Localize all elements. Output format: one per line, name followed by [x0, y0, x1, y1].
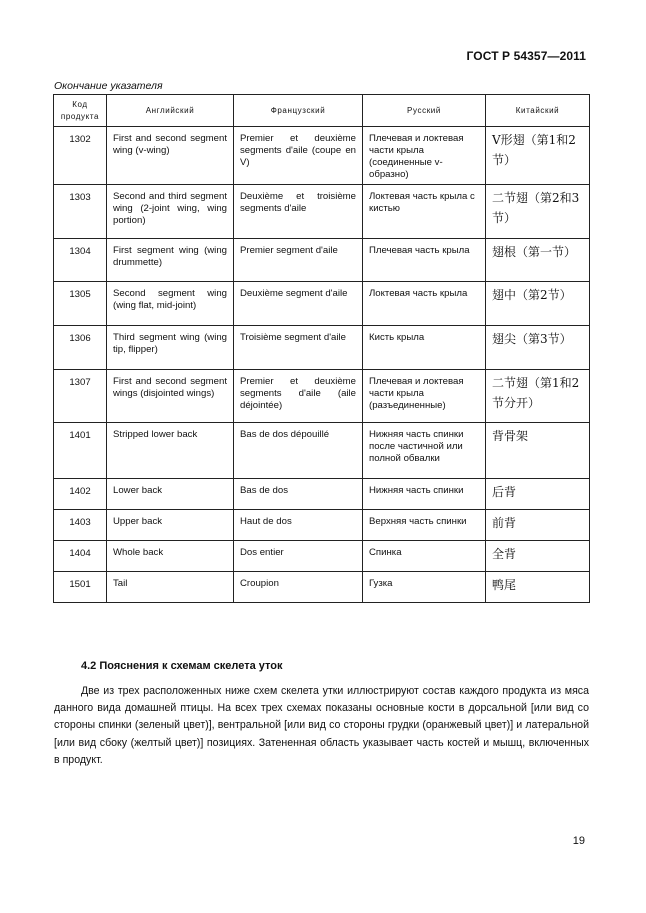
header-french: Французский	[234, 95, 363, 127]
cell-french: Premier segment d'aile	[234, 239, 363, 282]
table-row	[54, 326, 590, 370]
table-caption: Окончание указателя	[54, 80, 163, 92]
table-header-row	[54, 95, 590, 127]
cell-french: Haut de dos	[234, 510, 363, 541]
cell-english: Second segment wing (wing flat, mid-joint)	[107, 282, 234, 326]
cell-chinese: 后背	[486, 479, 590, 510]
cell-chinese: 翅根（第一节）	[486, 239, 590, 282]
table-row	[54, 510, 590, 541]
document-code: ГОСТ Р 54357—2011	[466, 49, 586, 63]
cell-russian: Нижняя часть спинки после частичной или полной обвалки	[363, 423, 486, 479]
cell-chinese: 前背	[486, 510, 590, 541]
cell-code: 1501	[54, 572, 107, 603]
cell-russian: Нижняя часть спинки	[363, 479, 486, 510]
cell-english: Whole back	[107, 541, 234, 572]
section-body: Две из трех расположенных ниже схем скелета утки иллюстрируют состав каждого продукта из мяса данного вида домашней птицы. На всех трех схемах показаны основные кости в дорсальной [или вид со стороны спинки (зеленый цвет)], вентральной [или вид со стороны грудки (оранжевый цвет)] и латеральной [или вид сбоку (желтый цвет)] позициях. Затененная область указывает часть костей и мышц, включенных в продукт.	[54, 685, 589, 766]
cell-english: Second and third segment wing (2-joint wing, wing portion)	[107, 185, 234, 239]
cell-french: Croupion	[234, 572, 363, 603]
cell-code: 1401	[54, 423, 107, 479]
cell-code: 1403	[54, 510, 107, 541]
cell-chinese: 全背	[486, 541, 590, 572]
table-row	[54, 239, 590, 282]
cell-code: 1302	[54, 127, 107, 185]
cell-code: 1304	[54, 239, 107, 282]
cell-russian: Плечевая часть крыла	[363, 239, 486, 282]
section-title: 4.2 Пояснения к схемам скелета уток	[81, 660, 283, 672]
cell-russian: Спинка	[363, 541, 486, 572]
cell-code: 1307	[54, 370, 107, 423]
cell-french: Troisième segment d'aile	[234, 326, 363, 370]
table-row	[54, 370, 590, 423]
table-row	[54, 127, 590, 185]
cell-french: Dos entier	[234, 541, 363, 572]
cell-russian: Верхняя часть спинки	[363, 510, 486, 541]
cell-english: First and second segment wings (disjointed wings)	[107, 370, 234, 423]
cell-code: 1303	[54, 185, 107, 239]
cell-french: Premier et deuxième segments d'aile (aile déjointée)	[234, 370, 363, 423]
header-english: Английский	[107, 95, 234, 127]
table-row	[54, 282, 590, 326]
cell-russian: Плечевая и локтевая части крыла (разъединенные)	[363, 370, 486, 423]
cell-english: Stripped lower back	[107, 423, 234, 479]
product-index-table	[53, 94, 590, 603]
cell-french: Premier et deuxième segments d'aile (coupe en V)	[234, 127, 363, 185]
table-row	[54, 479, 590, 510]
cell-chinese: 鸭尾	[486, 572, 590, 603]
cell-french: Deuxième et troisième segments d'aile	[234, 185, 363, 239]
cell-english: First segment wing (wing drummette)	[107, 239, 234, 282]
cell-english: Third segment wing (wing tip, flipper)	[107, 326, 234, 370]
cell-english: Tail	[107, 572, 234, 603]
cell-code: 1404	[54, 541, 107, 572]
cell-chinese: 翅中（第2节）	[486, 282, 590, 326]
cell-code: 1305	[54, 282, 107, 326]
cell-chinese: 翅尖（第3节）	[486, 326, 590, 370]
cell-french: Deuxième segment d'aile	[234, 282, 363, 326]
header-chinese: Китайский	[486, 95, 590, 127]
table-row	[54, 541, 590, 572]
cell-russian: Локтевая часть крыла	[363, 282, 486, 326]
page-number: 19	[572, 835, 585, 847]
cell-russian: Плечевая и локтевая части крыла (соединенные v-образно)	[363, 127, 486, 185]
cell-russian: Локтевая часть крыла с кистью	[363, 185, 486, 239]
cell-english: Upper back	[107, 510, 234, 541]
table-row	[54, 572, 590, 603]
cell-chinese: V形翅（第1和2节）	[486, 127, 590, 185]
cell-russian: Кисть крыла	[363, 326, 486, 370]
table-row	[54, 185, 590, 239]
cell-english: First and second segment wing (v-wing)	[107, 127, 234, 185]
cell-code: 1306	[54, 326, 107, 370]
cell-chinese: 二节翅（第2和3节）	[486, 185, 590, 239]
table-row	[54, 423, 590, 479]
cell-chinese: 背骨架	[486, 423, 590, 479]
cell-english: Lower back	[107, 479, 234, 510]
header-code: Код продукта	[54, 95, 107, 127]
cell-french: Bas de dos	[234, 479, 363, 510]
cell-russian: Гузка	[363, 572, 486, 603]
header-russian: Русский	[363, 95, 486, 127]
cell-chinese: 二节翅（第1和2节分开）	[486, 370, 590, 423]
cell-french: Bas de dos dépouillé	[234, 423, 363, 479]
cell-code: 1402	[54, 479, 107, 510]
